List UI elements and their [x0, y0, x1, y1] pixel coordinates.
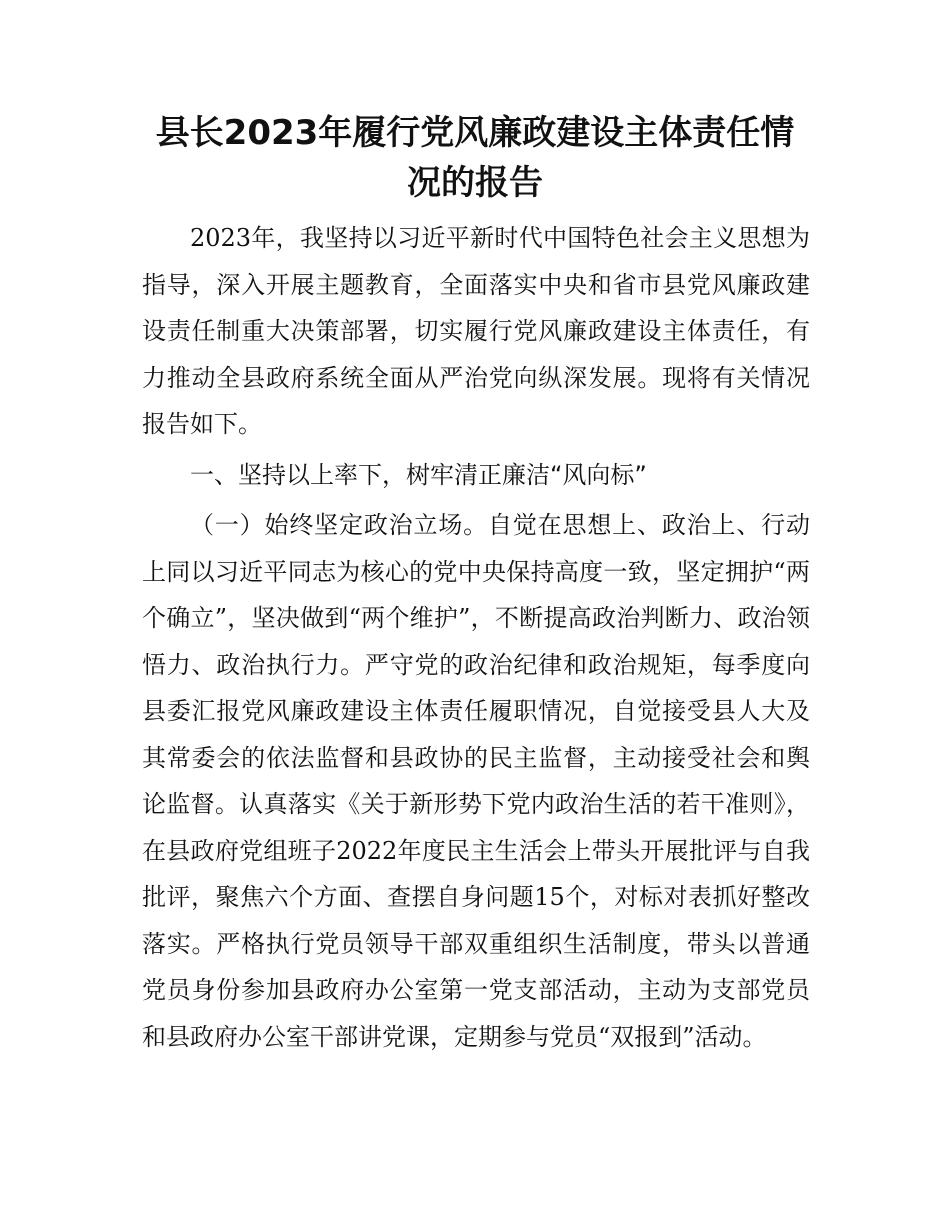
document-title: 县长2023年履行党风廉政建设主体责任情况的报告 — [155, 113, 795, 203]
intro-paragraph: 2023年，我坚持以习近平新时代中国特色社会主义思想为指导，深入开展主题教育，全面落实中央和省市县党风廉政建设责任制重大决策部署，切实履行党风廉政建设主体责任，有力推动全县政府系统全面从严治党向纵深发展。现将有关情况报告如下。 — [142, 224, 810, 438]
section-heading: 一、坚持以上率下，树牢清正廉洁“风向标” — [190, 460, 647, 489]
document-body — [142, 215, 810, 1060]
subsection-paragraph: （一）始终坚定政治立场。自觉在思想上、政治上、行动上同以习近平同志为核心的党中央保持高度一致，坚定拥护“两个确立”，坚决做到“两个维护”，不断提高政治判断力、政治领悟力、政治执行力。严守党的政治纪律和政治规矩，每季度向县委汇报党风廉政建设主体责任履职情况，自觉接受县人大及其常委会的依法监督和县政协的民主监督，主动接受社会和舆论监督。认真落实《关于新形势下党内政治生活的若干准则》，在县政府党组班子2022年度民主生活会上带头开展批评与自我批评，聚焦六个方面、查摆自身问题15个，对标对表抓好整改落实。严格执行党员领导干部双重组织生活制度，带头以普通党员身份参加县政府办公室第一党支部活动，主动为支部党员和县政府办公室干部讲党课，定期参与党员“双报到”活动。 — [142, 511, 810, 1051]
